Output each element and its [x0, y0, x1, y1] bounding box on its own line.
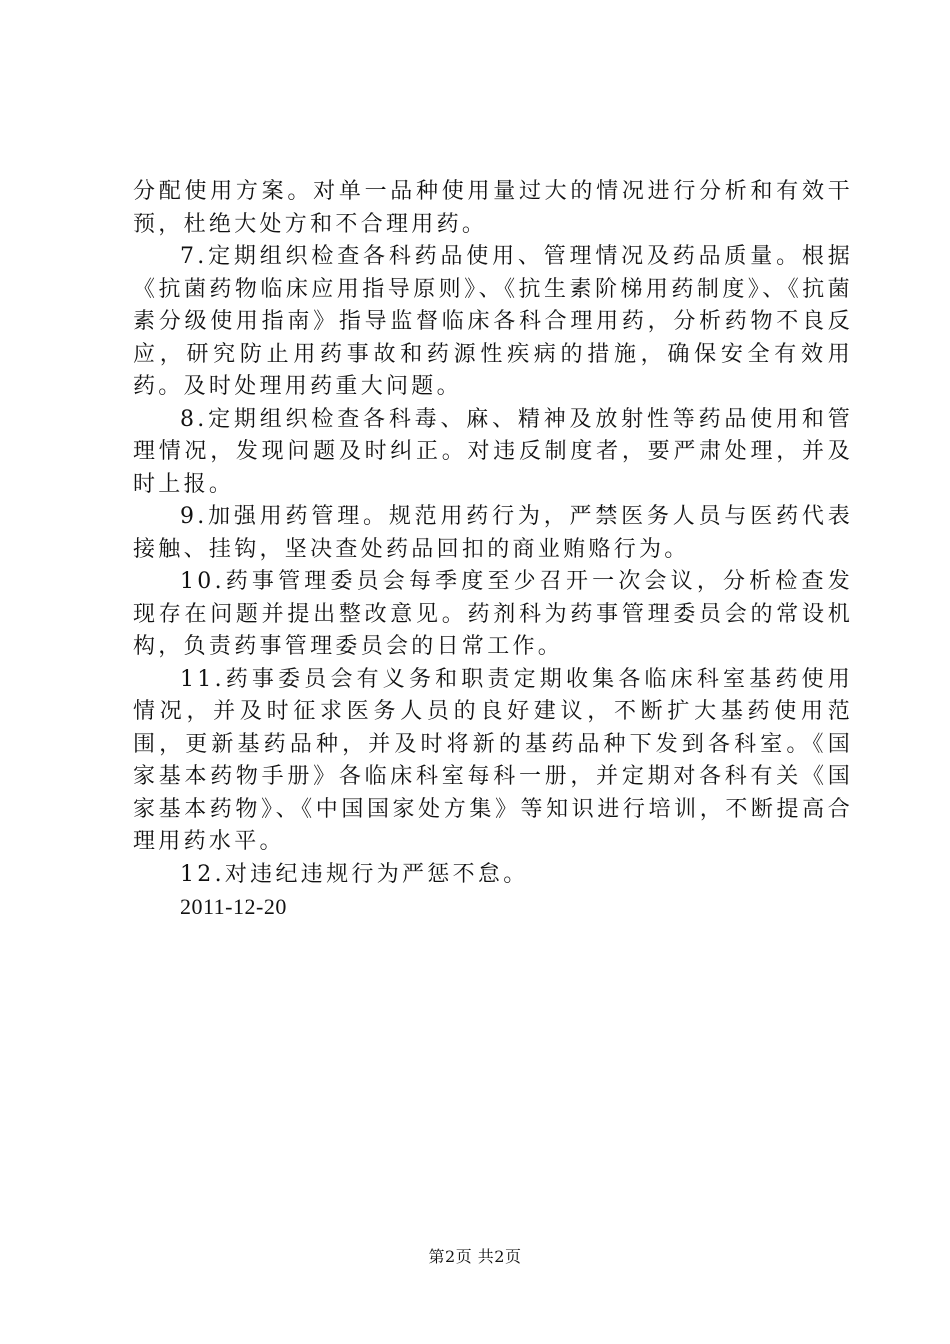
page-footer: 第2页 共2页: [428, 1247, 522, 1266]
paragraph-item-11: 11.药事委员会有义务和职责定期收集各临床科室基药使用情况，并及时征求医务人员的良好建议，不断扩大基药使用范围，更新基药品种，并及时将新的基药品种下发到各科室。《国家基本药物手册》各临床科室每科一册，并定期对各科有关《国家基本药物》、《中国国家处方集》等知识进行培训，不断提高合理用药水平。: [133, 666, 853, 854]
paragraph-item-10: 10.药事管理委员会每季度至少召开一次会议，分析检查发现存在问题并提出整改意见。药剂科为药事管理委员会的常设机构，负责药事管理委员会的日常工作。: [133, 569, 853, 659]
paragraph-item-12: 12.对违纪违规行为严惩不怠。: [180, 861, 529, 887]
paragraph-item-8: 8.定期组织检查各科毒、麻、精神及放射性等药品使用和管理情况，发现问题及时纠正。对违反制度者，要严肃处理，并及时上报。: [133, 406, 853, 497]
document-date: 2011-12-20: [180, 894, 287, 919]
paragraph-continuation: 分配使用方案。对单一品种使用量过大的情况进行分析和有效干预，杜绝大处方和不合理用药。: [133, 179, 853, 237]
paragraph-item-7: 7.定期组织检查各科药品使用、管理情况及药品质量。根据《抗菌药物临床应用指导原则》、《抗生素阶梯用药制度》、《抗菌素分级使用指南》指导监督临床各科合理用药，分析药物不良反应，研究防止用药事故和药源性疾病的措施，确保安全有效用药。及时处理用药重大问题。: [133, 244, 853, 399]
document-body: [133, 176, 853, 924]
paragraph-item-9: 9.加强用药管理。规范用药行为，严禁医务人员与医药代表接触、挂钩，坚决查处药品回扣的商业贿赂行为。: [133, 504, 853, 562]
